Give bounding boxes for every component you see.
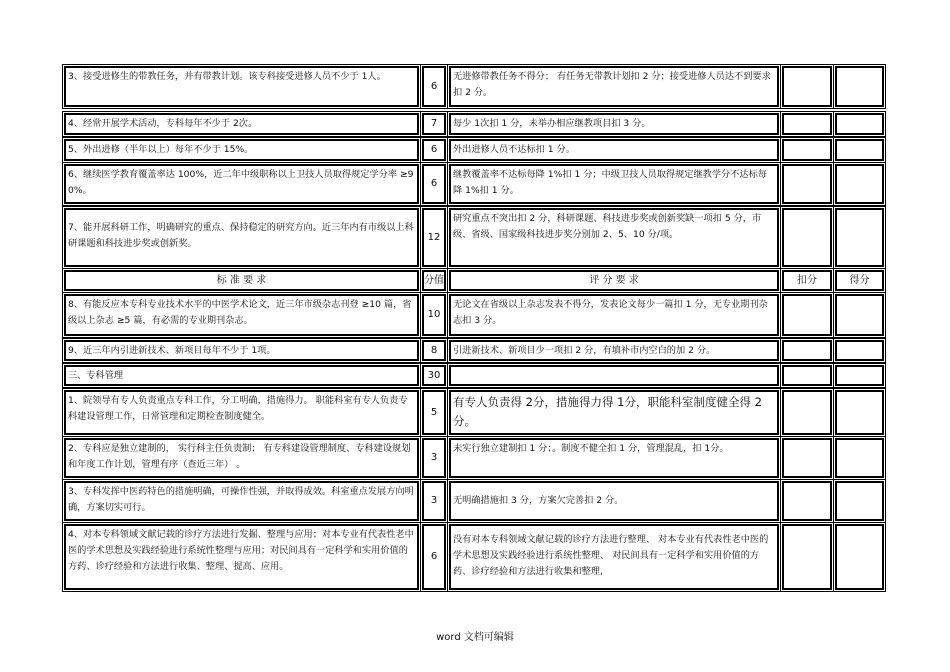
header-criteria-text: 评 分 要 求 — [589, 274, 639, 286]
standard-cell — [64, 390, 419, 435]
criteria-text: 无论文在省级以上杂志发表不得分，发表论文每少一篇扣 1 分，无专业期刊杂志扣 3 分。 — [453, 299, 768, 326]
deduct-cell — [782, 139, 832, 161]
gain-cell — [835, 164, 884, 204]
header-score-text: 分值 — [424, 274, 444, 286]
gain-cell — [835, 340, 884, 361]
score-text: 3 — [430, 495, 438, 506]
score-cell — [422, 340, 446, 361]
criteria-text: 研究重点不突出扣 2 分，科研课题、科技进步奖或创新奖缺一项扣 5 分，市级、省级、国家级科技进步奖分别加 2、5、10 分/项。 — [453, 213, 762, 240]
standard-text: 8、有能反应本专科专业技术水平的中医学术论文，近三年市级杂志刊登 ≥10 篇，省级以上杂志 ≥5 篇，有必需的专业期刊杂志。 — [68, 299, 412, 326]
deduct-cell — [782, 390, 832, 435]
footer-text: word 文档可编辑 — [436, 632, 514, 643]
deduct-cell — [782, 66, 832, 107]
deduct-cell — [782, 208, 832, 267]
score-text: 8 — [430, 344, 438, 356]
deduct-cell — [782, 438, 832, 478]
criteria-text: 继教覆盖率不达标每降 1%扣 1 分；中级卫技人员取得规定继教学分不达标每降 1%扣 1 分。 — [453, 169, 767, 196]
header-standard — [64, 270, 419, 291]
standard-text: 1、院领导有专人负责重点专科工作，分工明确，措施得力。 职能科室有专人负责专科建设管理工作，日常管理和定期检查制度健全。 — [68, 395, 408, 422]
criteria-cell — [449, 365, 779, 386]
score-text: 6 — [430, 144, 438, 155]
standard-cell — [64, 139, 419, 161]
criteria-text: 外出进修人员不达标扣 1 分。 — [453, 144, 575, 155]
gain-cell — [835, 139, 884, 161]
gain-cell — [835, 438, 884, 478]
score-text: 30 — [427, 369, 441, 381]
gain-cell — [835, 524, 884, 590]
score-cell — [422, 294, 446, 336]
deduct-cell — [782, 113, 832, 135]
deduct-cell — [782, 524, 832, 590]
header-criteria — [449, 270, 779, 291]
header-gain — [835, 270, 884, 291]
header-score — [422, 270, 446, 291]
section-heading-text: 三、专科管理 — [68, 369, 124, 381]
deduct-cell — [782, 365, 832, 386]
standard-cell — [64, 481, 419, 521]
criteria-text: 无进修带教任务不得分； 有任务无带教计划扣 2 分；接受进修人员达不到要求扣 2 分。 — [453, 71, 771, 98]
standard-text: 2、专科应是独立建制的， 实行科主任负责制； 有专科建设管理制度、专科建设规划和年度工作计划，管理有序（查近三年） 。 — [68, 443, 411, 470]
score-cell — [422, 524, 446, 590]
score-text: 7 — [430, 118, 438, 129]
standard-text: 7、能开展科研工作，明确研究的重点、保持稳定的研究方向。近三年内有市级以上科研课题和科技进步奖或创新奖。 — [68, 222, 414, 249]
deduct-cell — [782, 294, 832, 336]
deduct-cell — [782, 481, 832, 521]
score-cell — [422, 208, 446, 267]
deduct-cell — [782, 340, 832, 361]
score-cell — [422, 164, 446, 204]
standard-text: 3、专科发挥中医药特色的措施明确，可操作性强，并取得成效。科室重点发展方向明确，方案切实可行。 — [68, 486, 414, 513]
gain-cell — [835, 481, 884, 521]
gain-cell — [835, 113, 884, 135]
standard-cell — [64, 208, 419, 267]
criteria-cell — [449, 340, 779, 361]
gain-cell — [835, 294, 884, 336]
header-deduct — [782, 270, 832, 291]
standard-text: 3、接受进修生的带教任务，并有带教计划。该专科接受进修人员不少于 1人。 — [68, 71, 386, 82]
criteria-cell — [449, 208, 779, 267]
standard-text: 4、对本专科领域文献记载的诊疗方法进行发掘、整理与应用；对本专业有代表性老中医的学术思想及实践经验进行系统性整理与应用；对民间具有一定科学和实用价值的方药、诊疗经验和方法进行收集、整理、提高、应用。 — [68, 529, 414, 572]
score-text: 10 — [427, 309, 441, 320]
score-cell — [422, 438, 446, 478]
criteria-cell — [449, 481, 779, 521]
criteria-text: 没有对本专科领域文献记载的诊疗方法进行整理、 对本专业有代表性老中医的学术思想及实践经验进行系统性整理、 对民间具有一定科学和实用价值的方药、诊疗经验和方法进行收集和整理, — [453, 534, 769, 577]
standard-text: 5、外出进修（半年以上）每年不少于 15%。 — [68, 144, 254, 155]
standard-cell — [64, 294, 419, 336]
criteria-cell — [449, 113, 779, 135]
score-text: 6 — [430, 551, 438, 562]
criteria-text: 有专人负责得 2分，措施得力得 1分，职能科室制度健全得 2分。 — [453, 395, 762, 428]
deduct-cell — [782, 164, 832, 204]
criteria-cell — [449, 294, 779, 336]
score-text: 12 — [427, 231, 441, 243]
criteria-cell — [449, 390, 779, 435]
standard-cell — [64, 438, 419, 478]
standard-cell — [64, 164, 419, 204]
score-text: 6 — [430, 80, 438, 92]
header-gain-text: 得分 — [849, 274, 870, 286]
header-deduct-text: 扣分 — [797, 274, 817, 286]
standard-cell — [64, 524, 419, 590]
standard-cell — [64, 66, 419, 107]
gain-cell — [835, 66, 884, 107]
standard-text: 6、继续医学教育覆盖率达 100%，近二年中级职称以上卫技人员取得规定学分率 ≥90%。 — [68, 169, 414, 196]
gain-cell — [835, 365, 884, 386]
gain-cell — [835, 208, 884, 267]
criteria-text: 未实行独立建制扣 1 分；。制度不健全扣 1 分，管理混乱，扣 1分。 — [453, 443, 729, 454]
score-cell — [422, 390, 446, 435]
standard-cell — [64, 340, 419, 361]
standard-text: 9、近三年内引进新技术、新项目每年不少于 1项。 — [68, 344, 276, 356]
criteria-cell — [449, 66, 779, 107]
criteria-text: 每少 1次扣 1 分，未举办相应继教项目扣 3 分。 — [453, 118, 651, 129]
score-text: 5 — [430, 406, 438, 418]
criteria-cell — [449, 524, 779, 590]
score-cell — [422, 481, 446, 521]
standard-cell — [64, 113, 419, 135]
header-standard-text: 标 准 要 求 — [216, 274, 267, 286]
criteria-cell — [449, 139, 779, 161]
score-cell — [422, 139, 446, 161]
criteria-text: 无明确措施扣 3 分，方案欠完善扣 2 分。 — [453, 495, 624, 506]
criteria-text: 引进新技术、新项目少一项扣 2 分，有填补市内空白的加 2 分。 — [453, 344, 716, 356]
score-text: 3 — [430, 452, 438, 463]
score-cell — [422, 365, 446, 386]
score-cell — [422, 113, 446, 135]
standard-text: 4、经常开展学术活动，专科每年不少于 2次。 — [68, 118, 258, 129]
score-cell — [422, 66, 446, 107]
section-heading-cell — [64, 365, 419, 386]
gain-cell — [835, 390, 884, 435]
criteria-cell — [449, 164, 779, 204]
criteria-cell — [449, 438, 779, 478]
score-text: 6 — [430, 178, 438, 189]
